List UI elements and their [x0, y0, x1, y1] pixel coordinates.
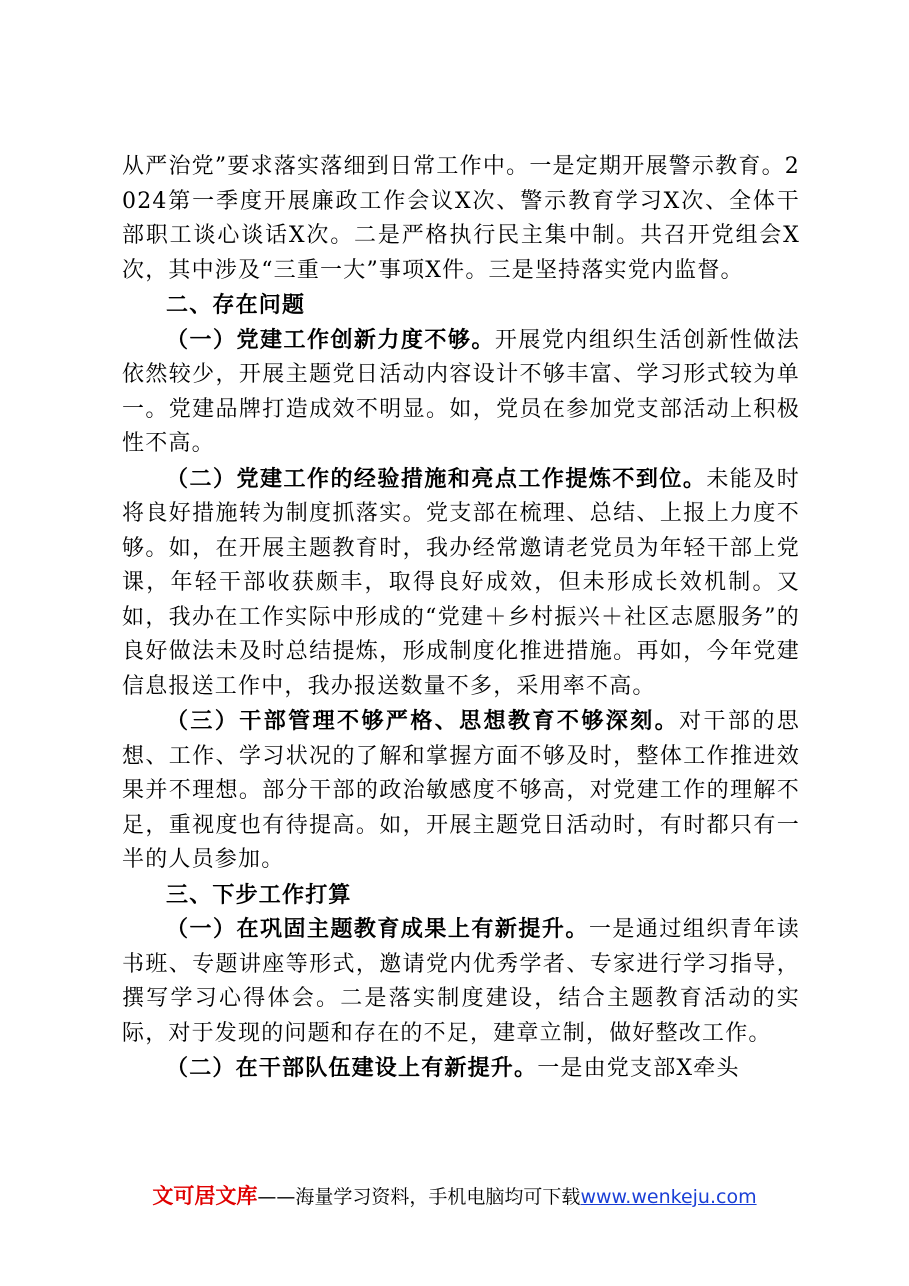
paragraph-text: 一是通过组织青年读书班、专题讲座等形式，邀请党内优秀学者、专家进行学习指导，撰写学习心得体会。二是落实制度建设，结合主题教育活动的实际，对于发现的问题和存在的不足，建章立制，做好整改工作。 [122, 917, 800, 1046]
section-heading-next-steps [122, 878, 800, 913]
section-heading-text: 三、下步工作打算 [166, 881, 352, 908]
paragraph-problem-2 [122, 462, 800, 705]
paragraph-text: 开展党内组织生活创新性做法依然较少，开展主题党日活动内容设计不够丰富、学习形式较为单一。党建品牌打造成效不明显。如，党员在参加党支部活动上积极性不高。 [122, 327, 800, 456]
document-body [122, 150, 800, 1087]
paragraph-lead: （二）党建工作的经验措施和亮点工作提炼不到位。 [166, 465, 707, 492]
footer-brand: 文可居文库 [152, 1184, 258, 1208]
paragraph-lead: （一）在巩固主题教育成果上有新提升。 [166, 916, 589, 942]
paragraph-plan-1 [122, 912, 800, 1051]
paragraph-plan-2 [122, 1051, 800, 1087]
paragraph-lead: （一）党建工作创新力度不够。 [166, 326, 495, 353]
paragraph-problem-1 [122, 323, 800, 462]
paragraph-lead: （二）在干部队伍建设上有新提升。 [166, 1055, 538, 1081]
paragraph-problem-3 [122, 704, 800, 878]
footer-url-link[interactable]: www.wenkeju.com [580, 1186, 757, 1208]
paragraph-text: 对干部的思想、工作、学习状况的了解和掌握方面不够及时，整体工作推进效果并不理想。部分干部的政治敏感度不够高，对党建工作的理解不足，重视度也有待提高。如，开展主题党日活动时，有时都只有一半的人员参加。 [122, 709, 800, 872]
paragraph-lead: （三）干部管理不够严格、思想教育不够深刻。 [166, 708, 680, 734]
section-heading-text: 二、存在问题 [166, 292, 306, 318]
paragraph-text: 从严治党”要求落实落细到日常工作中。一是定期开展警示教育。2024第一季度开展廉政工作会议X次、警示教育学习X次、全体干部职工谈心谈话X次。二是严格执行民主集中制。共召开党组会X次，其中涉及“三重一大”事项X件。三是坚持落实党内监督。 [122, 154, 800, 283]
paragraph-body [122, 150, 800, 288]
paragraph-text: 一是由党支部X牵头 [537, 1056, 740, 1081]
footer-tagline: ——海量学习资料，手机电脑均可下载 [257, 1186, 581, 1208]
footer-banner [0, 1180, 909, 1210]
paragraph-text: 未能及时将良好措施转为制度抓落实。党支部在梳理、总结、上报上力度不够。如，在开展主题教育时，我办经常邀请老党员为年轻干部上党课，年轻干部收获颇丰，取得良好成效，但未形成长效机制。又如，我办在工作实际中形成的“党建＋乡村振兴＋社区志愿服务”的良好做法未及时总结提炼，形成制度化推进措施。再如，今年党建信息报送工作中，我办报送数量不多，采用率不高。 [122, 466, 800, 699]
section-heading-problems [122, 288, 800, 323]
